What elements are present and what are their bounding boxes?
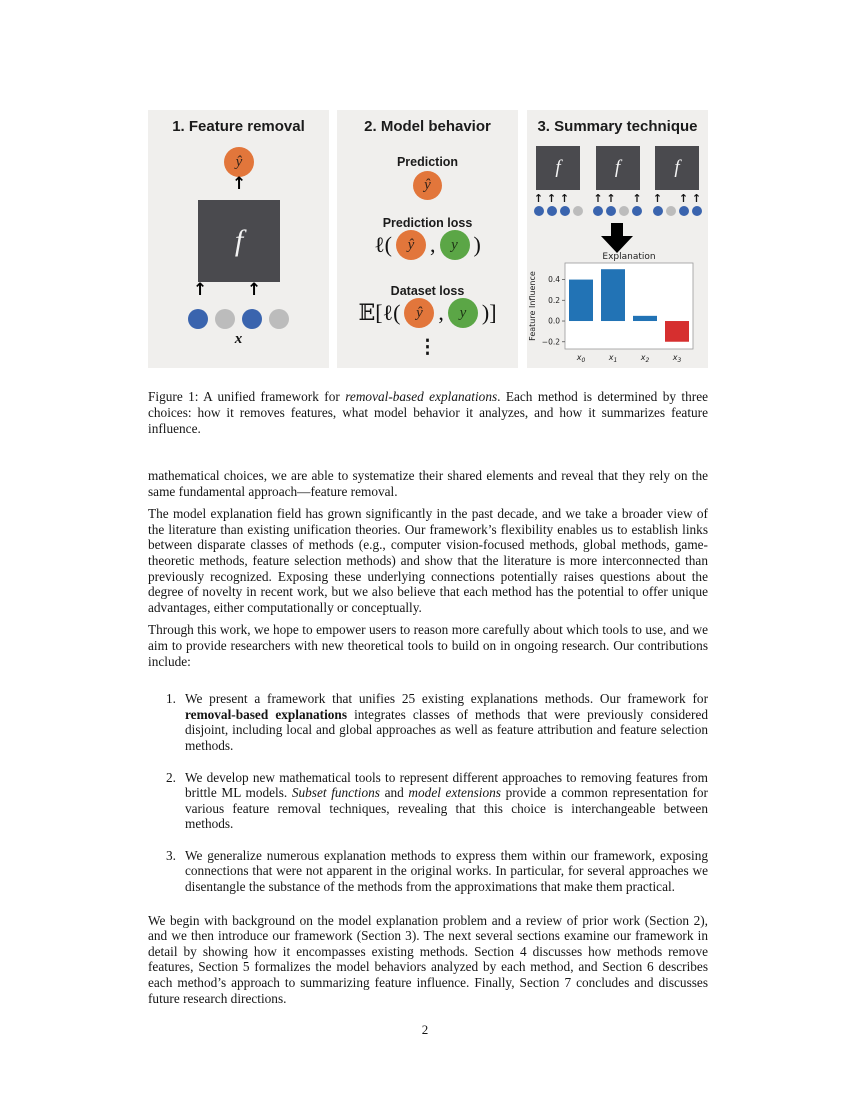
feature-dot xyxy=(547,206,557,216)
svg-text:−0.2: −0.2 xyxy=(541,337,560,347)
model-symbol: f xyxy=(555,157,561,178)
target-circle xyxy=(440,230,470,260)
page-number: 2 xyxy=(421,1022,429,1037)
up-arrow-icon: ↑ xyxy=(546,192,557,205)
input-feature-dots xyxy=(531,206,585,216)
feature-dot xyxy=(573,206,583,216)
paragraph-3: Through this work, we hope to empower users to reason more carefully about which tools to use, and we aim to provide researchers with new theoretical tools to build on in ongoing research. Our contributions include: xyxy=(148,622,708,669)
figure-panel-feature-removal xyxy=(148,110,329,368)
feature-dot xyxy=(606,206,616,216)
arrow-row xyxy=(650,193,704,205)
input-feature-dots xyxy=(650,206,704,216)
paragraph-4: We begin with background on the model explanation problem and a review of prior work (Section 2), and we then introduce our framework (Section 3). The next several sections examine our framework in detail by showing how it encompasses existing methods. Section 4 discusses how methods remove features, Section 5 formalizes the model behaviors analyzed by each method, and Section 6 describes each method’s approach to summarizing feature influence. Finally, Section 7 concludes and discusses future research directions. xyxy=(148,912,708,1006)
prediction-circle xyxy=(413,171,442,200)
bar-x2 xyxy=(633,316,657,321)
explanation-bar-chart xyxy=(527,250,708,368)
up-arrow-icon: ↑ xyxy=(691,192,702,205)
caption-text: Figure 1: A unified framework for xyxy=(148,389,346,404)
prediction-circle xyxy=(224,147,254,177)
figure-panel-summary-technique xyxy=(527,110,708,368)
prediction-circle xyxy=(404,298,434,328)
vertical-ellipsis-icon: ⋮ xyxy=(418,337,437,358)
model-symbol: f xyxy=(614,157,621,178)
model-evaluation-unit xyxy=(591,146,645,216)
contribution-item-3 xyxy=(148,848,708,895)
prediction-loss-label: Prediction loss xyxy=(382,216,473,230)
arrow-slot-empty xyxy=(571,193,584,205)
feature-dot xyxy=(593,206,603,216)
list-text: We present a framework that unifies 25 existing explanations methods. Our framework for xyxy=(185,691,708,707)
input-symbol: x xyxy=(234,331,243,347)
contribution-item-1 xyxy=(148,691,708,753)
svg-text:x2: $x_2$ xyxy=(640,353,650,364)
formula-prefix: 𝔼[ℓ( xyxy=(358,300,401,325)
feature-dot xyxy=(215,309,235,329)
caption-text: . Each method is determined by three choices: how it removes features, what model behavior it analyzes, and how it summarizes feature influence. xyxy=(148,389,709,436)
body-text-column xyxy=(148,468,708,1013)
dataset-loss-formula xyxy=(337,298,518,328)
bar-x1 xyxy=(601,269,625,321)
prediction-symbol: ŷ xyxy=(424,177,431,193)
list-number: 1. xyxy=(166,691,176,707)
list-italic-text: model extensions xyxy=(408,785,501,801)
target-symbol: y xyxy=(451,236,458,253)
model-box xyxy=(198,200,280,282)
model-box xyxy=(536,146,580,190)
feature-dot xyxy=(188,309,208,329)
arrow-row xyxy=(591,193,645,205)
panel-title: 2. Model behavior xyxy=(364,118,491,135)
formula-suffix: ) xyxy=(473,232,481,257)
list-text: provide a common representation for various feature removal techniques, revealing that this choice is interchangeable between methods. xyxy=(185,785,708,832)
list-text: integrates classes of methods that were previously considered disjoint, including local and global approaches as well as feature attribution and feature selection methods. xyxy=(185,706,708,753)
up-arrow-icon: ↑ xyxy=(593,192,603,205)
contribution-item-2 xyxy=(148,770,708,832)
arrow-slot-empty xyxy=(618,193,631,205)
svg-text:x0: $x_0$ xyxy=(576,353,586,364)
svg-text:Explanation: Explanation xyxy=(602,252,656,262)
feature-dot xyxy=(269,309,289,329)
up-arrow-icon: ↑ xyxy=(632,192,642,205)
list-bold-text: removal-based explanations xyxy=(185,706,347,722)
feature-dot xyxy=(653,206,663,216)
model-evaluations xyxy=(531,146,704,216)
feature-dot xyxy=(619,206,629,216)
up-arrow-icon: ↑ xyxy=(678,192,689,205)
svg-text:x1: $x_1$ xyxy=(608,353,618,364)
feature-dot xyxy=(242,309,262,329)
dataset-loss-label: Dataset loss xyxy=(390,284,465,298)
arrow-slot-empty xyxy=(664,193,677,205)
input-feature-dots xyxy=(188,309,289,329)
svg-text:0.0: 0.0 xyxy=(548,316,560,326)
prediction-symbol: ŷ xyxy=(235,153,243,170)
svg-text:x3: $x_3$ xyxy=(672,353,682,364)
up-arrow-icon: ↑ xyxy=(247,280,262,300)
up-arrow-icon: ↑ xyxy=(652,192,663,205)
contributions-list xyxy=(148,691,708,895)
model-box xyxy=(655,146,699,190)
bar-x0 xyxy=(569,280,593,321)
up-arrow-icon: ↑ xyxy=(533,192,544,205)
list-italic-text: Subset functions xyxy=(291,785,380,801)
feature-dot xyxy=(692,206,702,216)
model-symbol: f xyxy=(674,157,680,178)
prediction-circle xyxy=(396,230,426,260)
model-evaluation-unit xyxy=(650,146,704,216)
figure-panel-model-behavior xyxy=(337,110,518,368)
prediction-symbol: ŷ xyxy=(407,236,415,253)
list-text: and xyxy=(379,785,409,801)
formula-suffix: )] xyxy=(481,300,497,325)
arrow-row xyxy=(531,193,585,205)
paragraph-2: The model explanation field has grown significantly in the past decade, and we take a broader view of the literature than existing unification theories. Our framework’s flexibility enables us to establish links between disparate classes of methods (e.g., computer vision-focused methods, global methods, game-theoretic methods, feature selection methods) and show that the literature is more interconnected than previously recognized. Exposing these underlying connections potentially raises questions about the degree of novelty in recent work, but we also believe that each method has the potential to offer unique advantages, either computationally or conceptually. xyxy=(148,506,708,615)
panel-title: 3. Summary technique xyxy=(537,118,698,135)
target-circle xyxy=(448,298,478,328)
target-symbol: y xyxy=(459,304,467,321)
prediction-symbol: ŷ xyxy=(416,304,423,321)
feature-dot xyxy=(666,206,676,216)
figure-caption xyxy=(148,389,708,437)
prediction-label: Prediction xyxy=(396,155,459,169)
feature-dot xyxy=(632,206,642,216)
formula-comma: , xyxy=(438,300,444,325)
list-number: 2. xyxy=(166,769,176,785)
feature-dot xyxy=(534,206,544,216)
paragraph-1: mathematical choices, we are able to systematize their shared elements and reveal that they rely on the same fundamental approach—feature removal. xyxy=(148,468,708,499)
figure-1 xyxy=(148,110,708,368)
svg-text:Feature Influence: Feature Influence xyxy=(528,271,537,341)
list-text: We develop new mathematical tools to represent different approaches to removing features from brittle ML models. xyxy=(185,769,708,801)
bar-x3 xyxy=(665,321,689,342)
up-arrow-icon: ↑ xyxy=(559,192,570,205)
svg-text:0.4: 0.4 xyxy=(548,275,560,285)
list-number: 3. xyxy=(166,847,176,863)
up-arrow-icon: ↑ xyxy=(606,192,616,205)
prediction-loss-formula xyxy=(337,230,518,260)
formula-prefix: ℓ( xyxy=(374,232,393,257)
up-arrow-icon: ↑ xyxy=(232,174,247,194)
input-feature-dots xyxy=(591,206,645,216)
model-evaluation-unit xyxy=(531,146,585,216)
model-box xyxy=(596,146,640,190)
feature-dot xyxy=(679,206,689,216)
list-text: We generalize numerous explanation methods to express them within our framework, exposing connections that were not apparent in the original works. In particular, for several approaches we disentangle the substance of the methods from the approximations that make them practical. xyxy=(185,847,708,895)
caption-italic-text: removal-based explanations xyxy=(345,389,498,404)
panel-title: 1. Feature removal xyxy=(172,118,305,135)
model-symbol: f xyxy=(234,224,244,257)
svg-text:0.2: 0.2 xyxy=(548,295,560,305)
feature-dot xyxy=(560,206,570,216)
up-arrow-icon: ↑ xyxy=(193,280,208,300)
formula-comma: , xyxy=(430,232,436,257)
